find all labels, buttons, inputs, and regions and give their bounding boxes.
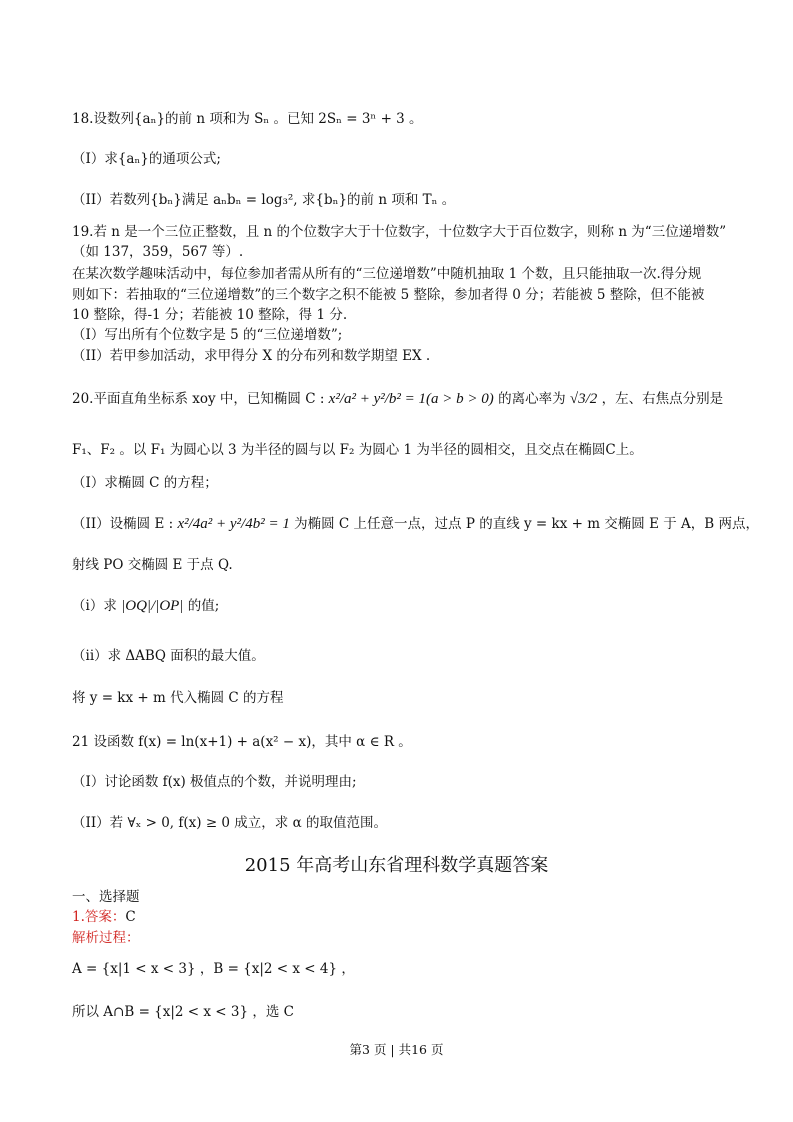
q20-stem <box>72 390 723 408</box>
q20-ellipse-equation: x²/a² + y²/b² = 1(a > b > 0) <box>328 391 494 407</box>
q19-line5: 10 整除，得-1 分；若能被 10 整除，得 1 分. <box>72 307 348 323</box>
answer-sets: A = {x|1 < x < 3} ，B = {x|2 < x < 4} ， <box>72 961 355 977</box>
q20-note: 将 y = kx + m 代入椭圆 C 的方程 <box>72 690 284 706</box>
q20-stem-a: 20.平面直角坐标系 xoy 中，已知椭圆 C : <box>72 391 329 407</box>
answer-title: 2015 年高考山东省理科数学真题答案 <box>244 855 549 876</box>
q19-line2: （如 137，359，567 等）. <box>72 244 244 260</box>
q20-sub1 <box>72 597 219 615</box>
q20-sub1-b: 的值; <box>183 598 220 614</box>
q20-part2-b: 为椭圆 C 上任意一点，过点 P 的直线 y = kx + m 交椭圆 E 于 A，B 两点， <box>289 516 759 532</box>
q20-ratio: |OQ|/|OP| <box>121 598 184 614</box>
section-heading: 一、选择题 <box>72 889 140 905</box>
q18-stem: 18.设数列{aₙ}的前 n 项和为 Sₙ 。已知 2Sₙ = 3ⁿ + 3 。 <box>72 111 423 127</box>
q20-eccentricity: √3/2 <box>569 391 598 407</box>
answer-1 <box>72 908 136 926</box>
page-footer: 第3 页 | 共16 页 <box>349 1042 444 1057</box>
q21-stem: 21 设函数 f(x) = ln(x+1) + a(x² − x)，其中 α ∈ R 。 <box>72 734 412 750</box>
q20-line2: F₁、F₂ 。以 F₁ 为圆心以 3 为半径的圆与以 F₂ 为圆心 1 为半径的圆相交，且交点在椭圆C上。 <box>72 442 643 458</box>
q18-part2: （II）若数列{bₙ}满足 aₙbₙ = log₃², 求{bₙ}的前 n 项和 Tₙ 。 <box>72 192 456 208</box>
q19-line1: 19.若 n 是一个三位正整数，且 n 的个位数字大于十位数字，十位数字大于百位数字，则称 n 为“三位递增数” <box>72 224 727 240</box>
q20-ellipse-e-equation: x²/4a² + y²/4b² = 1 <box>177 516 290 532</box>
q20-sub1-a: （i）求 <box>72 598 122 614</box>
q20-stem-c: ，左、右焦点分别是 <box>597 391 724 407</box>
q21-part1: （I）讨论函数 f(x) 极值点的个数，并说明理由; <box>72 774 357 790</box>
q20-part2 <box>72 515 759 533</box>
q19-part1: （I）写出所有个位数字是 5 的“三位递增数”; <box>72 327 343 343</box>
q19-part2: （II）若甲参加活动，求甲得分 X 的分布列和数学期望 EX . <box>72 348 431 364</box>
q19-line4: 则如下：若抽取的“三位递增数”的三个数字之积不能被 5 整除，参加者得 0 分；若能被 5 整除，但不能被 <box>72 287 705 303</box>
q20-part2-a: （II）设椭圆 E : <box>72 516 178 532</box>
q21-part2: （II）若 ∀ₓ > 0, f(x) ≥ 0 成立，求 α 的取值范围。 <box>72 815 388 831</box>
answer-1-label: 1.答案： <box>72 909 126 925</box>
process-label: 解析过程： <box>72 930 140 946</box>
q20-stem-b: 的离心率为 <box>493 391 570 407</box>
q18-part1: （I）求{aₙ}的通项公式; <box>72 151 221 167</box>
q19-line3: 在某次数学趣味活动中，每位参加者需从所有的“三位递增数”中随机抽取 1 个数，且只能抽取一次.得分规 <box>72 266 702 282</box>
q20-sub2: （ii）求 ΔABQ 面积的最大值。 <box>72 648 265 664</box>
q20-part2-c: 射线 PO 交椭圆 E 于点 Q. <box>72 557 233 573</box>
answer-conclusion: 所以 A∩B = {x|2 < x < 3} ，选 C <box>72 1004 294 1020</box>
answer-1-value: C <box>125 909 136 925</box>
q20-part1: （I）求椭圆 C 的方程； <box>72 475 218 491</box>
